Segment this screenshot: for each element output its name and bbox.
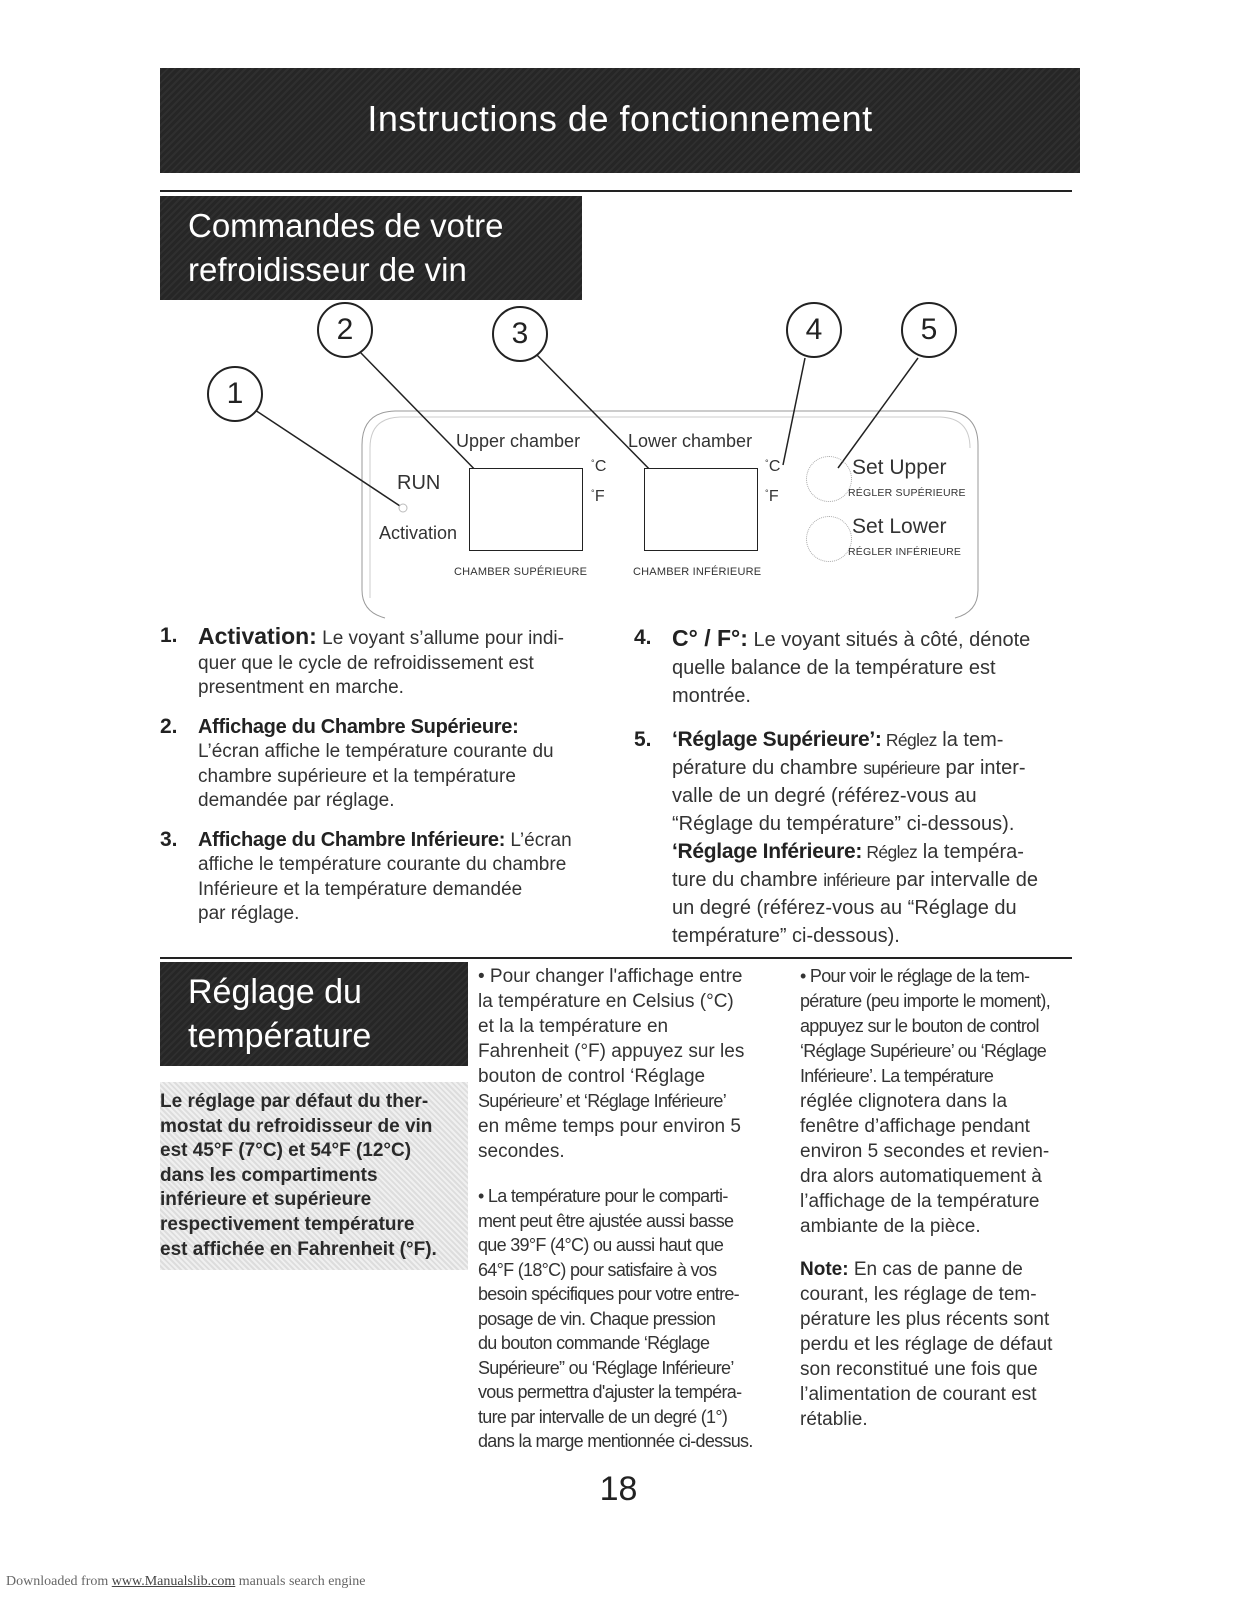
divider: [160, 957, 1072, 959]
controls-section-title-line: refroidisseur de vin: [188, 251, 467, 288]
item-number: 4.: [634, 626, 652, 649]
item-text: “Réglage du température” ci-dessous).: [672, 813, 1015, 835]
text-line: ment peut être ajustée aussi basse: [478, 1210, 734, 1231]
text-line: et la la température en: [478, 1016, 669, 1037]
temp-section-banner: [160, 962, 468, 1066]
item-text: quelle balance de la température est: [672, 657, 996, 679]
activation-label: Activation: [379, 523, 458, 543]
item-title: Affichage du Chambre Supérieure:: [198, 715, 519, 738]
upper-celsius-indicator: [591, 458, 607, 476]
text-line: • Pour voir le réglage de la tem-: [800, 966, 1030, 986]
text-line: vous permettra d'ajuster la tempéra-: [478, 1382, 742, 1402]
item-text: la tempéra-: [917, 841, 1024, 863]
text-line: Supérieure’ et ‘Réglage Inférieure’: [478, 1091, 726, 1111]
text-line: courant, les réglage de tem-: [800, 1284, 1037, 1305]
paragraph: [478, 1184, 788, 1454]
temp-section-title-line: Réglage du: [188, 973, 362, 1011]
lower-chamber-fr-label: CHAMBER INFÉRIEURE: [633, 566, 762, 578]
text-line: perdu et les réglage de défaut: [800, 1334, 1053, 1355]
item-text: supérieure: [863, 758, 940, 778]
manualslib-link[interactable]: www.Manualslib.com: [111, 1574, 236, 1589]
text-line: besoin spécifiques pour votre entre-: [478, 1284, 739, 1304]
fahrenheit-label: F: [594, 488, 605, 505]
highlight-line: est 45°F (7°C) et 54°F (12°C): [160, 1140, 412, 1162]
set-upper-fr-label: RÉGLER SUPÉRIEURE: [848, 487, 966, 499]
text-line: Fahrenheit (°F) appuyez sur les: [478, 1041, 745, 1062]
text-line: bouton de control ‘Réglage: [478, 1066, 706, 1087]
celsius-label: C: [594, 458, 607, 475]
text-line: ‘Réglage Supérieure’ ou ‘Réglage: [800, 1041, 1047, 1061]
item-text: L’écran affiche le température courante du: [198, 741, 554, 762]
item-number: 1.: [160, 624, 178, 647]
upper-chamber-label: Upper chamber: [456, 431, 581, 451]
upper-fahrenheit-indicator: [591, 488, 605, 506]
item-text: chambre supérieure et la température: [198, 765, 516, 787]
run-label: RUN: [397, 472, 441, 494]
divider: [160, 190, 1072, 192]
text-line: Supérieure” ou ‘Réglage Inférieure’: [478, 1357, 734, 1378]
footer-suffix: manuals search engine: [235, 1574, 366, 1589]
temp-column-1: [478, 964, 788, 1468]
lower-celsius-indicator: [765, 458, 781, 476]
text-line: ambiante de la pièce.: [800, 1216, 981, 1237]
degree-symbol: °: [591, 488, 595, 498]
text-line: Inférieure’. La température: [800, 1066, 994, 1086]
item-text: montrée.: [672, 685, 751, 707]
text-line: environ 5 secondes et revien-: [800, 1141, 1050, 1162]
page-title: Instructions de fonctionnement: [367, 98, 873, 139]
text-line: ture par intervalle de un degré (1°): [478, 1406, 728, 1427]
item-text: Le voyant s’allume pour indi-: [316, 628, 564, 649]
controls-list-right: [634, 624, 1084, 964]
text-line: 64°F (18°C) pour satisfaire à vos: [478, 1259, 717, 1280]
item-text: L’écran: [505, 829, 572, 851]
item-title: ‘Réglage Supérieure’:: [672, 728, 882, 751]
text-line: appuyez sur le bouton de control: [800, 1016, 1039, 1036]
text-line: l’affichage de la température: [800, 1191, 1040, 1212]
item-text: quer que le cycle de refroidissement est: [198, 652, 534, 674]
highlight-line: Le réglage par défaut du ther-: [160, 1091, 429, 1112]
item-number: 3.: [160, 827, 178, 851]
text-line: • Pour changer l'affichage entre: [478, 966, 743, 987]
lower-fahrenheit-indicator: [765, 488, 779, 506]
degree-symbol: °: [591, 458, 595, 468]
highlight-line: mostat du refroidisseur de vin: [160, 1115, 433, 1137]
fahrenheit-label: F: [768, 488, 779, 505]
item-title: Activation:: [198, 623, 317, 649]
highlight-line: est affichée en Fahrenheit (°F).: [160, 1238, 437, 1260]
item-number: 2.: [160, 714, 178, 738]
item-text: Inférieure et la température demandée: [198, 878, 523, 900]
list-item: [634, 726, 1084, 950]
item-text: Réglez: [881, 730, 937, 750]
highlight-line: respectivement température: [160, 1213, 415, 1235]
callout-5: 5: [901, 302, 957, 358]
item-text: par intervalle de: [890, 869, 1039, 891]
paragraph: [478, 964, 788, 1164]
callout-1: 1: [207, 366, 263, 422]
item-title: C° / F°:: [672, 625, 748, 651]
temp-column-2: [800, 964, 1100, 1446]
list-item: [160, 828, 610, 927]
set-upper-button[interactable]: [806, 456, 852, 502]
list-item: [160, 624, 610, 701]
controls-section-title-line: Commandes de votre: [188, 207, 504, 244]
item-text: pérature du chambre: [672, 757, 864, 779]
controls-section-banner: [160, 196, 582, 300]
item-text: presentment en marche.: [198, 677, 404, 698]
text-line: pérature les plus récents sont: [800, 1309, 1050, 1330]
list-item: [634, 624, 1084, 710]
highlight-line: dans les compartiments: [160, 1164, 378, 1186]
text-line: son reconstitué une fois que: [800, 1359, 1038, 1380]
upper-chamber-display: [469, 468, 583, 551]
text-line: posage de vin. Chaque pression: [478, 1308, 716, 1329]
item-title: ‘Réglage Inférieure:: [672, 840, 863, 863]
item-text: affiche le température courante du chambre: [198, 854, 567, 875]
text-line: secondes.: [478, 1141, 565, 1162]
note-label: Note:: [800, 1259, 849, 1280]
item-text: un degré (référez-vous au “Réglage du: [672, 897, 1017, 919]
item-text: valle de un degré (référez-vous au: [672, 785, 977, 807]
controls-list-left: [160, 624, 610, 941]
item-text: par inter-: [939, 757, 1026, 779]
temp-section-title-line: température: [188, 1017, 372, 1055]
page-header-banner: [160, 68, 1080, 173]
footer-prefix: Downloaded from: [6, 1574, 112, 1589]
item-text: demandée par réglage.: [198, 790, 395, 811]
degree-symbol: °: [765, 458, 769, 468]
download-footer: [6, 1574, 366, 1590]
callout-3: 3: [492, 306, 548, 362]
item-number: 5.: [634, 728, 652, 751]
highlight-line: inférieure et supérieure: [160, 1189, 372, 1211]
lower-chamber-display: [644, 468, 758, 551]
callout-4: 4: [786, 302, 842, 358]
text-line: pérature (peu importe le moment),: [800, 991, 1051, 1011]
text-line: l’alimentation de courant est: [800, 1384, 1037, 1405]
set-lower-button[interactable]: [806, 516, 852, 562]
set-lower-label: Set Lower: [852, 515, 947, 538]
text-line: en même temps pour environ 5: [478, 1116, 741, 1137]
item-text: inférieure: [823, 870, 891, 890]
list-item: [160, 715, 610, 814]
item-title: Affichage du Chambre Inférieure:: [198, 828, 506, 851]
set-upper-label: Set Upper: [852, 456, 947, 479]
upper-chamber-fr-label: CHAMBER SUPÉRIEURE: [454, 566, 588, 578]
text-line: • La température pour le comparti-: [478, 1186, 728, 1206]
item-text: Le voyant situés à côté, dénote: [747, 629, 1031, 651]
default-setting-highlight: [160, 1082, 468, 1270]
set-lower-fr-label: RÉGLER INFÉRIEURE: [848, 546, 962, 558]
paragraph: [800, 964, 1100, 1239]
item-text: température” ci-dessous).: [672, 925, 900, 947]
degree-symbol: °: [765, 488, 769, 498]
item-text: Réglez: [862, 842, 918, 862]
text-line: réglée clignotera dans la: [800, 1091, 1008, 1112]
item-text: par réglage.: [198, 903, 300, 924]
text-line: dra alors automatiquement à: [800, 1166, 1042, 1187]
callout-2: 2: [317, 302, 373, 358]
text-line: rétablie.: [800, 1409, 868, 1430]
text-line: fenêtre d’affichage pendant: [800, 1116, 1030, 1137]
note-paragraph: [800, 1257, 1100, 1432]
text-line: dans la marge mentionnée ci-dessus.: [478, 1431, 753, 1451]
item-text: la tem-: [936, 729, 1004, 751]
text-line: du bouton commande ‘Réglage: [478, 1333, 710, 1353]
page-number: 18: [599, 1470, 638, 1508]
text-line: que 39°F (4°C) ou aussi haut que: [478, 1235, 724, 1255]
lower-chamber-label: Lower chamber: [628, 431, 753, 451]
text-line: la température en Celsius (°C): [478, 991, 734, 1012]
text-line: En cas de panne de: [848, 1259, 1023, 1280]
item-text: ture du chambre: [672, 869, 824, 891]
celsius-label: C: [768, 458, 781, 475]
